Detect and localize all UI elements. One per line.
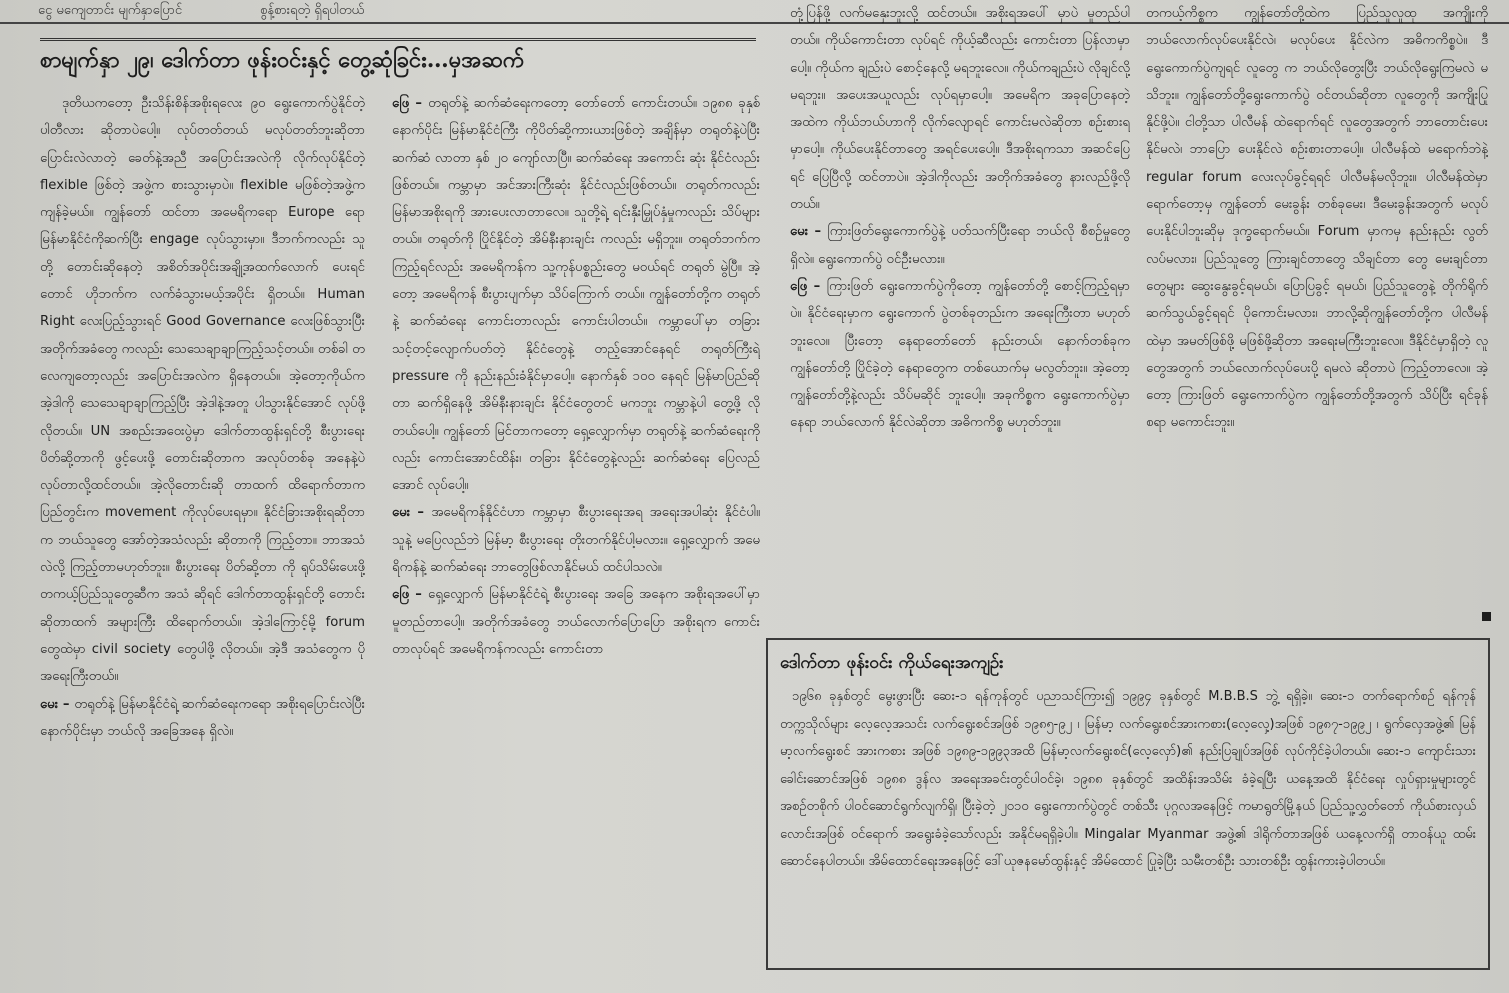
paragraph-text: တုံ့ပြန်ဖို့ လက်မနှေးဘူးလို့ ထင်တယ်။ အစိုးရအပေါ် မှာပဲ မူတည်ပါတယ်။ ကိုယ်ကောင်းတာ လုပ်ရင် ကိုယ့်ဆီလည်း ကောင်းတာ ပြန်လာမှာပေါ့။ ကိုယ်က ချည်းပဲ စောင့်နေလို့ မရဘူးလေ။ ကိုယ်ကချည်းပဲ လိုချင်လို့ မရဘူး။ အပေးအယူလည်း လုပ်ရမှာပေါ့။ အမေရိက အခုပြောနေတဲ့ အထဲက ကိုယ်ဘယ်ဟာကို လိုက်လျောရင် ကောင်းမလဲဆိုတာ စဉ်းစားရမှာပေါ့။ ကိုယ်ပေးနိုင်တာတွေ အရင်ပေးပေါ့။ ဒီအစိုးရကသာ အဆင်ပြေရင် ပြေပြီလို့ ထင်တာပဲ။ အဲ့ဒါကိုလည်း အတိုက်အခံတွေ နားလည်ဖို့လိုတယ်။: [790, 6, 1130, 213]
headline-text: စာမျက်နှာ ၂၉၊ ဒေါက်တာ ဖုန်းဝင်းနှင့် တွေ့ဆုံခြင်း…မှအဆက်: [40, 47, 525, 73]
column-3: [790, 0, 1130, 622]
column-2: [392, 90, 760, 970]
qa-paragraph: [392, 581, 760, 663]
bio-title: ဒေါက်တာ ဖုန်းဝင်း ကိုယ်ရေးအကျဉ်း: [780, 653, 1004, 673]
article-headline: [40, 38, 756, 85]
qa-paragraph: [790, 218, 1130, 273]
strip-mid-text: စွန့်စားရတဲ့ ရှိရပါတယ်: [260, 3, 365, 18]
column-1: [40, 90, 365, 970]
article-end-mark: [1482, 612, 1491, 621]
bio-text: ၁၉၆၈ ခုနှစ်တွင် မွေးဖွားပြီး ဆေး-၁ ရန်ကုန်တွင် ပညာသင်ကြား၍ ၁၉၉၄ ခုနှစ်တွင် M.B.B.S ဘွဲ့ ရရှိခဲ့။ ဆေး-၁ တက်ရောက်စဉ် ရန်ကုန်တက္ကသိုလ်များ လေ့လေ့အသင်း လက်ရွေးစင်အဖြစ် ၁၉၈၅-၉၂ ၊ မြန်မာ့ လက်ရွေးစင်အားကစား(လေ့လှေ့)အဖြစ် ၁၉၈၇-၁၉၉၂ ၊ ရွက်လှေအဖွဲ့၏ မြန်မာ့လက်ရွေးစင် အားကစား အဖြစ် ၁၉၈၉-၁၉၉၃အထိ မြန်မာ့လက်ရွေးစင်(လေ့လှော်)၏ နည်းပြချုပ်အဖြစ် လုပ်ကိုင်ခဲ့ပါတယ်။ ဆေး-၁ ကျောင်းသားခေါင်းဆောင်အဖြစ် ၁၉၈၈ ဒွန်လ အရေးအခင်းတွင်ပါဝင်ခဲ့၊ ၁၉၈၈ ခုနှစ်တွင် အထိန်းအသိမ်း ခံခဲ့ရပြီး ယနေ့အထိ နိုင်ငံရေး လှုပ်ရှားမှုများတွင် အစဉ်တစိုက် ပါဝင်ဆောင်ရွက်လျက်ရှိ၊ ပြီးခဲ့တဲ့ ၂၀၁၀ ရွေးကောက်ပွဲတွင် တစ်သီး ပုဂ္ဂလအနေဖြင့် ကမာရွတ်မြို့နယ် ပြည်သူ့လွှတ်တော် ကိုယ်စားလှယ်လောင်းအဖြစ် ဝင်ရောက် အရွေးခံခဲ့သော်လည်း အနိုင်မရရှိခဲ့ပါ။ Mingalar Myanmar အဖွဲ့၏ ဒါရိုက်တာအဖြစ် ယနေ့လက်ရှိ တာဝန်ယူ ထမ်းဆောင်နေပါတယ်။ အိမ်ထောင်ရေးအနေဖြင့် ဒေါ်ယုဇနမော်ထွန်းနှင့် အိမ်ထောင် ပြုခဲ့ပြီး သမီးတစ်ဦး သားတစ်ဦး ထွန်းကားခဲ့ပါတယ်။: [780, 689, 1476, 869]
paragraph-text: ရှေ့လျှောက် မြန်မာနိုင်ငံရဲ့ စီးပွားရေး အခြေ အနေက အစိုးရအပေါ်မှာ မူတည်တာပေါ့။ အတိုက်အခံတွေ ဘယ်လောက်ပြောပြော အစိုးရက ကောင်းတာလုပ်ရင် အမေရိကန်ကလည်း ကောင်းတာ: [392, 587, 760, 657]
body-paragraph: [40, 90, 365, 691]
paragraph-text: ဒုတိယကတော့ ဦးသိန်းစိန်အစိုးရလေး ၉၀ ရွေးကောက်ပွဲနိုင်တဲ့ ပါတီလား ဆိုတာပဲပေါ့။ လုပ်တတ်တယ် မလုပ်တတ်ဘူးဆိုတာ ပြောင်းလဲလာတဲ့ ခေတ်နဲ့အညီ အပြောင်းအလဲကို လိုက်လုပ်နိုင်တဲ့ flexible ဖြစ်တဲ့ အဖွဲ့က စားသွားမှာပဲ။ flexible မဖြစ်တဲ့အဖွဲ့က ကျန်ခဲ့မယ်။ ကျွန်တော် ထင်တာ အမေရိကရော Europe ရော မြန်မာနိုင်ငံကိုဆက်ပြီး engage လုပ်သွားမှာ။ ဒီဘက်ကလည်း သူတို့ တောင်းဆိုနေတဲ့ အစိတ်အပိုင်းအချို့အထက်လောက် ပေးရင် တောင် ဟိုဘက်က လက်ခံသွားမယ့်အပိုင်း ရှိတယ်။ Human Right လေးပြည့်သွားရင် Good Governance လေးဖြစ်သွားပြီး အတိုက်အခံတွေ ကလည်း သေသေချာချာကြည့်သင့်တယ်။ တစ်ခါ တလေကျတော့လည်း အပြောင်းအလဲက ရှိနေတယ်။ အဲ့တော့ကိုယ်က အဲ့ဒါကို သေသေချာချာကြည့်ပြီး အဲ့ဒါနဲ့အတူ ပါသွားနိုင်အောင် လုပ်ဖို့ လိုတယ်။ UN အစည်းအဝေးပွဲမှာ ဒေါက်တာထွန်းရှင်တို့ စီးပွားရေး ပိတ်ဆို့တာကို ဖွင့်ပေးဖို့ တောင်းဆိုတာက အလုပ်တစ်ခု အနေနဲ့ပဲ လုပ်တာလို့ထင်တယ်။ အဲ့လိုတောင်းဆို တာထက် ထိရောက်တာက ပြည်တွင်းက movement ကိုလုပ်ပေးရမှာ။ နိုင်ငံခြားအစိုးရဆိုတာက ဘယ်သူတွေ အော်တဲ့အသံလည်း ဆိုတာကို ကြည့်တာ။ ဘာအသံ လဲလို့ ကြည့်တာမဟုတ်ဘူး။ စီးပွားရေး ပိတ်ဆို့တာ ကို ရုပ်သိမ်းပေးဖို့ တကယ့်ပြည်သူတွေဆီက အသံ ဆိုရင် ဒေါက်တာထွန်းရှင်တို့ တောင်းဆိုတာထက် အများကြီး ထိရောက်တယ်။ အဲ့ဒါကြောင့်မို့ forum တွေထဲမှာ civil society တွေပါဖို့ လိုတယ်။ အဲ့ဒီ အသံတွေက ပိုအရေးကြီးတယ်။: [40, 96, 365, 685]
paragraph-text: တရုတ်နဲ့ မြန်မာနိုင်ငံရဲ့ ဆက်ဆံရေးကရော အစိုးရပြောင်းလဲပြီး နောက်ပိုင်းမှာ ဘယ်လို အခြေအနေ ရှိလဲ။: [40, 696, 365, 739]
qa-label: မေး –: [790, 224, 828, 240]
strip-left-text: ငွေ မကျေတာင်း မျက်နှာပြောင်: [38, 3, 183, 18]
body-paragraph: [1146, 0, 1488, 437]
qa-paragraph: [392, 90, 760, 499]
qa-label: ဖြေ –: [392, 587, 428, 603]
paragraph-text: ကြားဖြတ် ရွေးကောက်ပွဲကိုတော့ ကျွန်တော်တို့ စောင့်ကြည့်ရမှာပဲ။ နိုင်ငံရေးမှာက ရွေးကောက် ပွဲတစ်ခုတည်းက အရေးကြီးတာ မဟုတ်ဘူးလေ။ ပြီးတော့ နေရာတော်တော် နည်းတယ်၊ နောက်တစ်ခုက ကျွန်တော်တို့ ပြိုင်ခဲ့တဲ့ နေရာတွေက တစ်ယောက်မှ မလွတ်ဘူး။ အဲ့တော့ ကျွန်တော်တို့နဲ့လည်း သိပ်မဆိုင် ဘူးပေါ့။ အခုကိစ္စက ရွေးကောက်ပွဲမှာ နေရာ ဘယ်လောက် နိုင်လဲဆိုတာ အဓိကကိစ္စ မဟုတ်ဘူး။: [790, 278, 1130, 431]
column-4: [1146, 0, 1488, 622]
bio-box: [766, 638, 1490, 970]
qa-label: မေး –: [40, 696, 75, 712]
paragraph-text: တရုတ်နဲ့ ဆက်ဆံရေးကတော့ တော်တော် ကောင်းတယ်။ ၁၉၈၈ ခုနှစ်နောက်ပိုင်း မြန်မာနိုင်ငံကြီး ကိုပိတ်ဆို့ကားယားဖြစ်တဲ့ အချိန်မှာ တရုတ်နဲ့ပဲပြီး ဆက်ဆံ လာတာ နှစ် ၂၀ ကျော်လာပြီ။ ဆက်ဆံရေး အကောင်း ဆုံး နိုင်ငံလည်းဖြစ်တယ်။ ကမ္ဘာမှာ အင်အားကြီးဆုံး နိုင်ငံလည်းဖြစ်တယ်။ တရုတ်ကလည်း မြန်မာအစိုးရကို အားပေးလာတာလေ။ သူတို့ရဲ့ ရင်းနှီးမြှုပ်နှံမှုကလည်း သိပ်များတယ်။ တရုတ်ကို ပြိုင်နိုင်တဲ့ အိမ်နီးနားချင်း ကလည်း မရှိဘူး။ တရုတ်ဘက်က ကြည့်ရင်လည်း အမေရိကန်က သူ့ကုန်ပစ္စည်းတွေ မဝယ်ရင် တရုတ် မွဲပြီ။ အဲ့တော့ အမေရိကန် စီးပွားပျက်မှာ သိပ်ကြောက် တယ်။ ကျွန်တော်တို့က တရုတ်နဲ့ ဆက်ဆံရေး ကောင်းတာလည်း ကောင်းပါတယ်။ ကမ္ဘာပေါ်မှာ တခြား သင့်တင့်လျောက်ပတ်တဲ့ နိုင်ငံတွေနဲ့ တည့်အောင်နေရင် တရုတ်ကြီးရဲ့ pressure ကို နည်းနည်းခံနိုင်မှာပေါ့။ နောက်နှစ် ၁၀၀ နေရင် မြန်မာပြည်ဆိုတာ ဆက်ရှိနေဖို့ အိမ်နီးနားချင်း နိုင်ငံတွေတင် မကဘူး ကမ္ဘာနဲ့ပါ တွေ့ဖို့ လိုတယ်ပေါ့။ ကျွန်တော် မြင်တာကတော့ ရှေ့လျှောက်မှာ တရုတ်နဲ့ ဆက်ဆံရေးကိုလည်း ကောင်းအောင်ထိန်း၊ တခြား နိုင်ငံတွေနဲ့လည်း ဆက်ဆံရေး ပြေလည်အောင် လုပ်ပေါ့။: [392, 96, 760, 494]
qa-label: ဖြေ –: [392, 96, 429, 111]
body-paragraph: [790, 0, 1130, 218]
qa-label: မေး –: [392, 505, 432, 521]
qa-paragraph: [40, 691, 365, 746]
qa-paragraph: [790, 273, 1130, 437]
paragraph-text: တကယ့်ကိစ္စက ကျွန်တော်တို့ထဲက ပြည်သူလူထု အကျိုးကို ဘယ်လောက်လုပ်ပေးနိုင်လဲ၊ မလုပ်ပေး နိုင်လဲက အဓိကကိစ္စပဲ။ ဒီရွေးကောက်ပွဲကျရင် လူတွေ က ဘယ်လိုတွေးပြီး ဘယ်လိုရွေးကြမလဲ မသိဘူး။ ကျွန်တော်တို့ရွေးကောက်ပွဲ ဝင်တယ်ဆိုတာ လူတွေကို အကျိုးပြုနိုင်ဖို့ပဲ။ ငါတို့သာ ပါလီမန် ထဲရောက်ရင် လူတွေအတွက် ဘာတောင်းပေးနိုင်မလဲ၊ ဘာပြော ပေးနိုင်လဲ စဉ်းစားတာပေါ့။ ပါလီမန်ထဲ မရောက်ဘဲနဲ့ regular forum လေးလုပ်ခွင့်ရရင် ပါလီမန်မလိုဘူး။ ပါလီမန်ထဲမှာ ရောက်တော့မှ ကျွန်တော် မေးခွန်း တစ်ခုမေး၊ ဒီမေးခွန်းအတွက် မလုပ်ပေးနိုင်ပါဘူးဆိုမှ ဒုက္ခရောက်မယ်။ Forum မှာကမှ နည်းနည်း လွတ် လပ်မလား၊ ပြည်သူတွေ ကြားချင်တာတွေ သိချင်တာ တွေ မေးချင်တာတွေများ ဆွေးနွေးခွင့်ရမယ်၊ ပြောပြခွင့် ရမယ်၊ ပြည်သူတွေနဲ့ တိုက်ရိုက်ဆက်သွယ်ခွင့်ရရင် ပိုကောင်းမလား၊ ဘာလို့ဆိုကျွန်တော်တို့က ပါလီမန် ထဲမှာ အမတ်ဖြစ်ဖို့ မဖြစ်ဖို့ဆိုတာ အရေးမကြီးဘူးလေ။ ဒီနိုင်ငံမှာရှိတဲ့ လူတွေအတွက် ဘယ်လောက်လုပ်ပေးပို့ ရမလဲ ဆိုတာပဲ ကြည့်တာလေ။ အဲ့တော့ ကြားဖြတ် ရွေးကောက်ပွဲက ကျွန်တော်တို့အတွက် သိပ်ပြီး ရင်ခုန် စရာ မကောင်းဘူး။: [1146, 6, 1488, 431]
qa-paragraph: [392, 499, 760, 581]
paragraph-text: အမေရိကန်နိုင်ငံဟာ ကမ္ဘာမှာ စီးပွားရေးအရ အရေးအပါဆုံး နိုင်ငံပါ။ သူနဲ့ မပြေလည်ဘဲ မြန်မာ့ စီးပွားရေး တိုးတက်နိုင်ပါ့မလား။ ရှေ့လျှောက် အမေရိကန်နဲ့ ဆက်ဆံရေး ဘာတွေဖြစ်လာနိုင်မယ် ထင်ပါသလဲ။: [392, 505, 760, 576]
paragraph-text: ကြားဖြတ်ရွေးကောက်ပွဲနဲ့ ပတ်သက်ပြီးရော ဘယ်လို စီစဉ်မှုတွေ ရှိလဲ။ ရွေးကောက်ပွဲ ဝင်ဦးမလား။: [790, 224, 1130, 267]
qa-label: ဖြေ –: [790, 278, 827, 294]
